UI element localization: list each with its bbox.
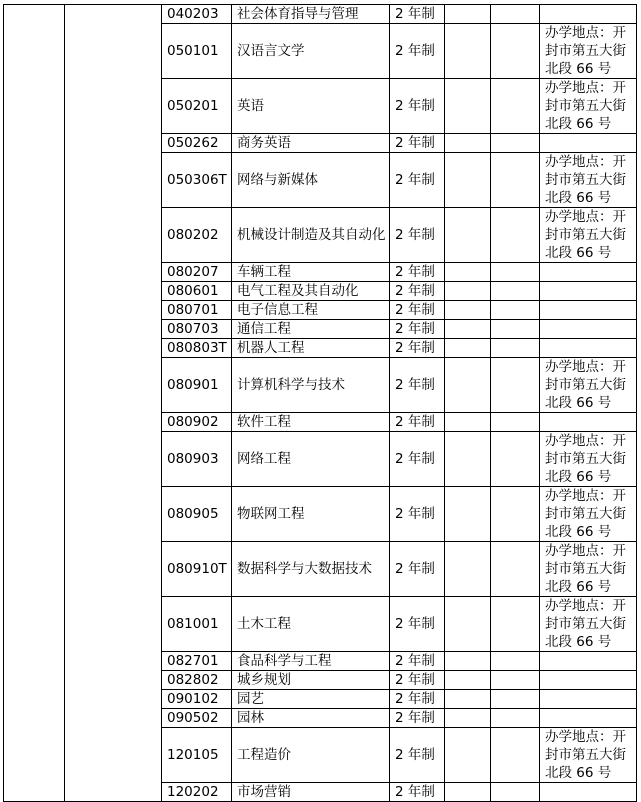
empty-cell-2 [491,301,540,320]
empty-cell-2 [491,652,540,671]
note-cell [540,690,637,709]
note-cell [540,709,637,728]
empty-cell-2 [491,24,540,79]
major-code-cell: 080202 [162,208,232,263]
empty-cell-2 [491,487,540,542]
empty-cell-2 [491,5,540,24]
note-cell [540,413,637,432]
major-name-cell: 食品科学与工程 [232,652,390,671]
note-cell [540,652,637,671]
major-name-cell: 计算机科学与技术 [232,358,390,413]
major-code-cell: 080905 [162,487,232,542]
major-name-cell: 土木工程 [232,597,390,652]
empty-cell-2 [491,542,540,597]
empty-cell-1 [445,413,491,432]
note-cell: 办学地点：开封市第五大街北段 66 号 [540,487,637,542]
duration-cell: 2 年制 [390,263,445,282]
note-cell [540,320,637,339]
note-cell: 办学地点：开封市第五大街北段 66 号 [540,432,637,487]
empty-cell-1 [445,263,491,282]
majors-table-body [4,5,637,802]
major-code-cell: 080803T [162,339,232,358]
major-code-cell: 050262 [162,134,232,153]
duration-cell: 2 年制 [390,153,445,208]
duration-cell: 2 年制 [390,432,445,487]
major-code-cell: 080703 [162,320,232,339]
merged-col-a [4,5,65,802]
empty-cell-1 [445,709,491,728]
duration-cell: 2 年制 [390,783,445,802]
major-name-cell: 机械设计制造及其自动化 [232,208,390,263]
duration-cell: 2 年制 [390,413,445,432]
major-code-cell: 120202 [162,783,232,802]
duration-cell: 2 年制 [390,487,445,542]
major-code-cell: 050201 [162,79,232,134]
duration-cell: 2 年制 [390,709,445,728]
empty-cell-2 [491,783,540,802]
empty-cell-1 [445,487,491,542]
note-cell: 办学地点：开封市第五大街北段 66 号 [540,79,637,134]
major-name-cell: 软件工程 [232,413,390,432]
note-cell [540,282,637,301]
major-name-cell: 通信工程 [232,320,390,339]
major-name-cell: 工程造价 [232,728,390,783]
duration-cell: 2 年制 [390,542,445,597]
major-name-cell: 英语 [232,79,390,134]
major-name-cell: 园艺 [232,690,390,709]
major-code-cell: 080903 [162,432,232,487]
note-cell [540,339,637,358]
note-cell: 办学地点：开封市第五大街北段 66 号 [540,208,637,263]
major-code-cell: 082802 [162,671,232,690]
major-name-cell: 数据科学与大数据技术 [232,542,390,597]
major-code-cell: 080207 [162,263,232,282]
empty-cell-1 [445,671,491,690]
empty-cell-1 [445,282,491,301]
note-cell: 办学地点：开封市第五大街北段 66 号 [540,153,637,208]
major-code-cell: 090102 [162,690,232,709]
empty-cell-2 [491,134,540,153]
note-cell [540,301,637,320]
empty-cell-2 [491,728,540,783]
empty-cell-2 [491,153,540,208]
empty-cell-2 [491,320,540,339]
duration-cell: 2 年制 [390,358,445,413]
empty-cell-2 [491,709,540,728]
major-code-cell: 050101 [162,24,232,79]
empty-cell-1 [445,432,491,487]
major-code-cell: 120105 [162,728,232,783]
empty-cell-1 [445,134,491,153]
duration-cell: 2 年制 [390,652,445,671]
duration-cell: 2 年制 [390,134,445,153]
duration-cell: 2 年制 [390,339,445,358]
empty-cell-2 [491,263,540,282]
empty-cell-2 [491,79,540,134]
major-name-cell: 园林 [232,709,390,728]
note-cell [540,134,637,153]
duration-cell: 2 年制 [390,282,445,301]
note-cell: 办学地点：开封市第五大街北段 66 号 [540,728,637,783]
major-code-cell: 050306T [162,153,232,208]
merged-col-b [65,5,162,802]
major-code-cell: 090502 [162,709,232,728]
empty-cell-2 [491,413,540,432]
note-cell: 办学地点：开封市第五大街北段 66 号 [540,24,637,79]
empty-cell-1 [445,358,491,413]
major-name-cell: 城乡规划 [232,671,390,690]
duration-cell: 2 年制 [390,24,445,79]
duration-cell: 2 年制 [390,208,445,263]
major-name-cell: 电气工程及其自动化 [232,282,390,301]
empty-cell-1 [445,597,491,652]
major-code-cell: 080902 [162,413,232,432]
empty-cell-1 [445,153,491,208]
major-code-cell: 081001 [162,597,232,652]
major-name-cell: 汉语言文学 [232,24,390,79]
major-name-cell: 机器人工程 [232,339,390,358]
major-code-cell: 080901 [162,358,232,413]
note-cell: 办学地点：开封市第五大街北段 66 号 [540,542,637,597]
empty-cell-1 [445,5,491,24]
table-row [4,5,637,24]
empty-cell-2 [491,282,540,301]
note-cell: 办学地点：开封市第五大街北段 66 号 [540,358,637,413]
empty-cell-1 [445,339,491,358]
major-code-cell: 080701 [162,301,232,320]
empty-cell-1 [445,652,491,671]
empty-cell-2 [491,208,540,263]
note-cell [540,671,637,690]
duration-cell: 2 年制 [390,301,445,320]
empty-cell-1 [445,728,491,783]
note-cell [540,263,637,282]
major-code-cell: 080601 [162,282,232,301]
major-name-cell: 网络工程 [232,432,390,487]
note-cell [540,5,637,24]
major-code-cell: 082701 [162,652,232,671]
major-name-cell: 网络与新媒体 [232,153,390,208]
duration-cell: 2 年制 [390,5,445,24]
major-name-cell: 电子信息工程 [232,301,390,320]
note-cell [540,783,637,802]
empty-cell-1 [445,690,491,709]
duration-cell: 2 年制 [390,690,445,709]
empty-cell-2 [491,690,540,709]
empty-cell-2 [491,597,540,652]
major-name-cell: 商务英语 [232,134,390,153]
note-cell: 办学地点：开封市第五大街北段 66 号 [540,597,637,652]
empty-cell-1 [445,783,491,802]
empty-cell-1 [445,320,491,339]
empty-cell-1 [445,24,491,79]
major-code-cell: 080910T [162,542,232,597]
empty-cell-1 [445,79,491,134]
major-name-cell: 社会体育指导与管理 [232,5,390,24]
duration-cell: 2 年制 [390,728,445,783]
major-code-cell: 040203 [162,5,232,24]
duration-cell: 2 年制 [390,79,445,134]
major-name-cell: 车辆工程 [232,263,390,282]
duration-cell: 2 年制 [390,320,445,339]
empty-cell-2 [491,358,540,413]
empty-cell-2 [491,432,540,487]
major-name-cell: 物联网工程 [232,487,390,542]
majors-table [3,4,637,802]
empty-cell-2 [491,339,540,358]
duration-cell: 2 年制 [390,671,445,690]
duration-cell: 2 年制 [390,597,445,652]
empty-cell-1 [445,542,491,597]
major-name-cell: 市场营销 [232,783,390,802]
empty-cell-1 [445,301,491,320]
empty-cell-2 [491,671,540,690]
empty-cell-1 [445,208,491,263]
